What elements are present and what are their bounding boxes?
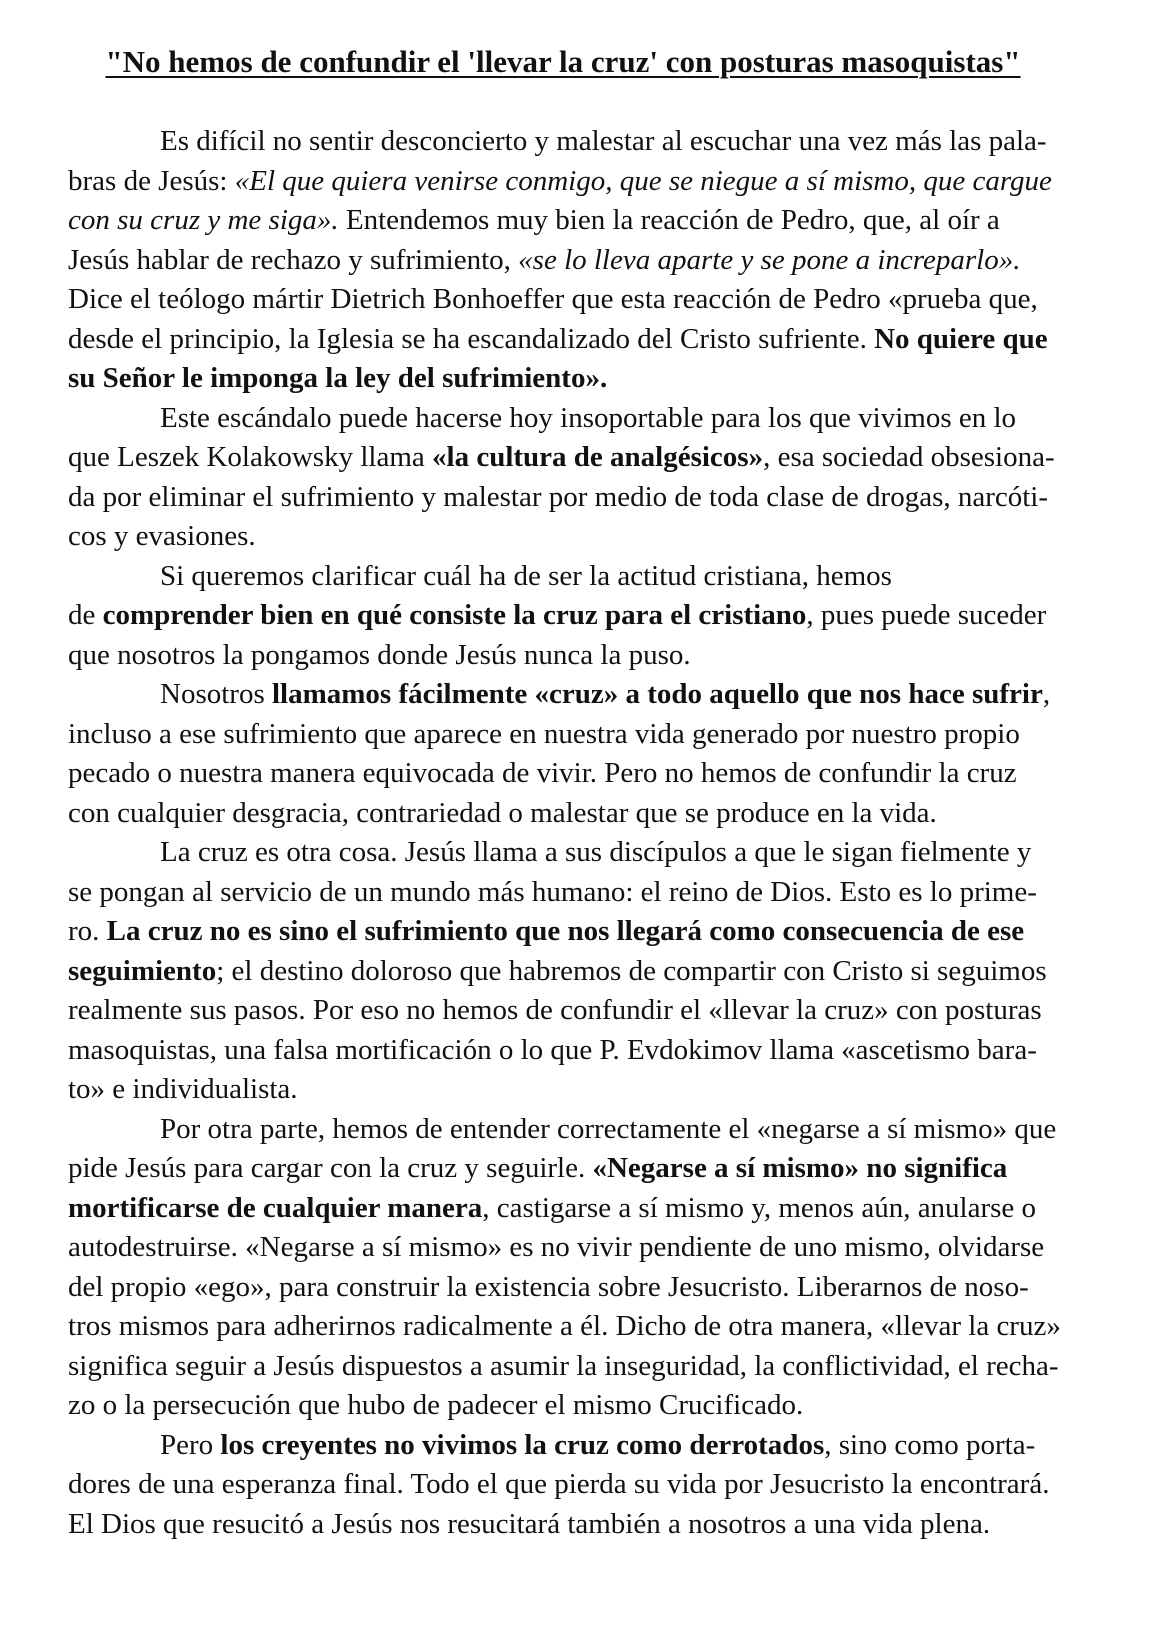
- text-line: [68, 1110, 1108, 1150]
- paragraph: [68, 1110, 1108, 1426]
- text-line: [68, 478, 1108, 518]
- text-line: [68, 241, 1108, 281]
- text-run: Jesús hablar de rechazo y sufrimiento,: [68, 243, 519, 276]
- paragraph: [68, 675, 1108, 833]
- bold-text: «Negarse a sí mismo» no significa: [592, 1152, 1008, 1184]
- text-run: masoquistas, una falsa mortificación o lo que P. Evdokimov llama «ascetismo bara-: [68, 1033, 1037, 1066]
- text-run: significa seguir a Jesús dispuestos a asumir la inseguridad, la conflictividad, el recha-: [68, 1349, 1059, 1382]
- text-line: [68, 320, 1108, 360]
- text-line: [68, 1268, 1108, 1308]
- text-line: [68, 636, 1108, 676]
- text-line: [68, 1465, 1108, 1505]
- text-run: El Dios que resucitó a Jesús nos resucitará también a nosotros a una vida plena.: [68, 1507, 991, 1540]
- text-run: dores de una esperanza final. Todo el que pierda su vida por Jesucristo la encontrará.: [68, 1468, 1050, 1500]
- paragraph: [68, 399, 1108, 557]
- text-run: pide Jesús para cargar con la cruz y seguirle.: [68, 1152, 593, 1184]
- bold-text: No quiere que: [874, 322, 1048, 355]
- text-run: Nosotros: [160, 678, 272, 710]
- text-run: Pero: [160, 1428, 221, 1461]
- paragraph: [68, 833, 1108, 1110]
- bold-text: llamamos fácilmente «cruz» a todo aquello que nos hace sufrir: [271, 678, 1043, 710]
- text-run: Si queremos clarificar cuál ha de ser la actitud cristiana, hemos: [160, 559, 892, 592]
- text-line: [68, 1505, 1108, 1545]
- text-run: Este escándalo puede hacerse hoy insoportable para los que vivimos en lo: [160, 401, 1017, 434]
- text-line: [68, 1386, 1108, 1426]
- text-line: [68, 201, 1108, 241]
- text-run: , pues puede suceder: [806, 599, 1047, 631]
- text-run: pecado o nuestra manera equivocada de vivir. Pero no hemos de confundir la cruz: [68, 757, 1017, 789]
- text-run: de: [68, 599, 103, 631]
- text-run: Entendemos muy bien la reacción de Pedro, que, al oír a: [338, 204, 1000, 236]
- bold-text: mortificarse de cualquier manera: [68, 1191, 483, 1224]
- text-run: que Leszek Kolakowsky llama: [68, 441, 433, 473]
- document-body: [68, 122, 1108, 1544]
- text-line: [68, 596, 1108, 636]
- text-line: [68, 1426, 1108, 1466]
- text-run: da por eliminar el sufrimiento y malestar por medio de toda clase de drogas, narcóti-: [68, 480, 1049, 513]
- text-run: La cruz es otra cosa. Jesús llama a sus discípulos a que le sigan fielmente y: [160, 836, 1032, 868]
- text-run: cos y evasiones.: [68, 520, 256, 552]
- text-line: [68, 1228, 1108, 1268]
- text-line: [68, 1307, 1108, 1347]
- text-run: realmente sus pasos. Por eso no hemos de confundir el «llevar la cruz» con posturas: [68, 994, 1042, 1026]
- text-run: bras de Jesús:: [68, 164, 235, 197]
- paragraph: [68, 122, 1108, 399]
- text-run: ro.: [68, 915, 107, 947]
- bold-text: los creyentes no vivimos la cruz como derrotados: [220, 1428, 825, 1461]
- text-line: [68, 833, 1108, 873]
- text-run: , sino como porta-: [824, 1428, 1036, 1461]
- text-run: to» e individualista.: [68, 1073, 298, 1105]
- text-line: [68, 1347, 1108, 1387]
- text-line: [68, 438, 1108, 478]
- text-line: [68, 754, 1108, 794]
- text-run: desde el principio, la Iglesia se ha escandalizado del Cristo sufriente.: [68, 322, 875, 355]
- text-run: se pongan al servicio de un mundo más humano: el reino de Dios. Esto es lo prime-: [68, 875, 1037, 908]
- text-run: autodestruirse. «Negarse a sí mismo» es no vivir pendiente de uno mismo, olvidarse: [68, 1231, 1045, 1263]
- paragraph: [68, 557, 1108, 676]
- text-run: ; el destino doloroso que habremos de compartir con Cristo si seguimos: [216, 954, 1047, 987]
- text-run: Es difícil no sentir desconcierto y malestar al escuchar una vez más las pala-: [160, 125, 1047, 157]
- text-line: [68, 557, 1108, 597]
- text-line: [68, 991, 1108, 1031]
- bold-text: comprender bien en qué consiste la cruz para el cristiano: [102, 599, 807, 631]
- bold-text: seguimiento: [68, 954, 217, 987]
- text-run: que nosotros la pongamos donde Jesús nunca la puso.: [68, 638, 691, 671]
- text-line: [68, 873, 1108, 913]
- text-line: [68, 1070, 1108, 1110]
- text-run: Por otra parte, hemos de entender correctamente el «negarse a sí mismo» que: [160, 1112, 1057, 1145]
- text-line: [68, 399, 1108, 439]
- text-line: [68, 1149, 1108, 1189]
- bold-text: su Señor le imponga la ley del sufrimiento».: [68, 362, 608, 394]
- text-line: [68, 1031, 1108, 1071]
- text-line: [68, 162, 1108, 202]
- italic-quote: con su cruz y me siga».: [68, 204, 339, 236]
- text-run: ,: [1042, 678, 1051, 710]
- text-line: [68, 912, 1108, 952]
- text-line: [68, 280, 1108, 320]
- text-run: , esa sociedad obsesiona-: [763, 441, 1055, 473]
- italic-quote: «se lo lleva aparte y se pone a increparlo».: [518, 243, 1021, 276]
- text-line: [68, 1189, 1108, 1229]
- text-run: con cualquier desgracia, contrariedad o malestar que se produce en la vida.: [68, 796, 937, 829]
- italic-quote: «El que quiera venirse conmigo, que se niegue a sí mismo, que cargue: [234, 164, 1052, 197]
- bold-text: La cruz no es sino el sufrimiento que nos llegará como consecuencia de ese: [106, 915, 1025, 947]
- text-run: , castigarse a sí mismo y, menos aún, anularse o: [482, 1191, 1037, 1224]
- text-run: tros mismos para adherirnos radicalmente a él. Dicho de otra manera, «llevar la cruz»: [68, 1310, 1061, 1342]
- text-line: [68, 122, 1108, 162]
- bold-text: «la cultura de analgésicos»: [432, 441, 764, 473]
- text-line: [68, 952, 1108, 992]
- text-run: Dice el teólogo mártir Dietrich Bonhoeffer que esta reacción de Pedro «prueba que,: [68, 283, 1038, 315]
- text-line: [68, 517, 1108, 557]
- text-line: [68, 715, 1108, 755]
- page-title: "No hemos de confundir el 'llevar la cruz' con posturas masoquistas": [105, 44, 1021, 79]
- text-line: [68, 794, 1108, 834]
- paragraph: [68, 1426, 1108, 1545]
- text-run: del propio «ego», para construir la existencia sobre Jesucristo. Liberarnos de noso-: [68, 1270, 1029, 1303]
- text-run: zo o la persecución que hubo de padecer el mismo Crucificado.: [68, 1389, 804, 1421]
- text-run: incluso a ese sufrimiento que aparece en nuestra vida generado por nuestro propio: [68, 717, 1020, 750]
- text-line: [68, 359, 1108, 399]
- text-line: [68, 675, 1108, 715]
